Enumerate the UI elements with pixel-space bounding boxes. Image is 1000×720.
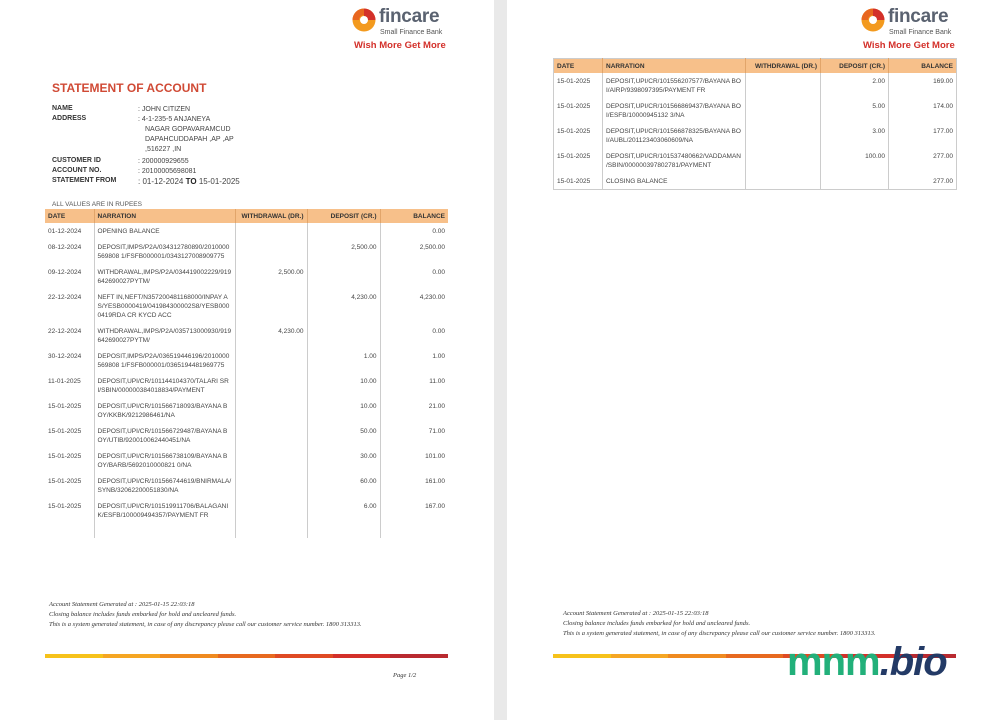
cell-date: 15-01-2025 bbox=[48, 503, 82, 510]
table-row bbox=[45, 398, 448, 423]
cell-date: 22-12-2024 bbox=[48, 328, 82, 335]
brand-subtitle: Small Finance Bank bbox=[889, 29, 952, 36]
customer-id-label: CUSTOMER ID bbox=[52, 157, 101, 164]
cell-deposit: 4,230.00 bbox=[307, 289, 380, 323]
generated-at: Account Statement Generated at : 2025-01-15 22:03:18 bbox=[563, 610, 709, 617]
address-line-4: ,516227 ,IN bbox=[145, 146, 182, 153]
system-note: This is a system generated statement, in case of any discrepancy please call our customer service number. 1800 313313. bbox=[563, 630, 876, 637]
cell-balance: 11.00 bbox=[380, 373, 448, 398]
table-row bbox=[554, 73, 957, 98]
transactions-table-continued bbox=[553, 58, 957, 190]
filler-cell bbox=[45, 523, 94, 538]
cell-balance: 71.00 bbox=[380, 423, 448, 448]
cell-narration: DEPOSIT,IMPS/P2A/034312780890/2010000569808 1/FSFB000001/0343127008909775 bbox=[94, 239, 235, 264]
account-no-label: ACCOUNT NO. bbox=[52, 167, 102, 174]
table-row bbox=[45, 264, 448, 289]
cell-withdrawal bbox=[746, 173, 821, 190]
cell-date: 22-12-2024 bbox=[48, 294, 82, 301]
cell-withdrawal bbox=[235, 348, 307, 373]
cell-narration: DEPOSIT,UPI/CR/101566718093/BAYANA BOY/KKBK/9212986461/NA bbox=[94, 398, 235, 423]
cell-balance: 277.00 bbox=[889, 173, 957, 190]
cell-narration: DEPOSIT,UPI/CR/101537480662/VADDAMAN /SBIN/000000397802781/PAYMENT bbox=[603, 148, 746, 173]
transactions-table bbox=[45, 209, 448, 538]
watermark bbox=[787, 640, 947, 685]
closing-note: Closing balance includes funds embarked for hold and uncleared funds. bbox=[49, 611, 237, 618]
narration-header: NARRATION bbox=[603, 59, 746, 74]
statement-page-2 bbox=[507, 0, 1000, 720]
cell-date: 15-01-2025 bbox=[557, 178, 591, 185]
statement-page-1 bbox=[0, 0, 494, 720]
cell-balance: 0.00 bbox=[380, 264, 448, 289]
table-row bbox=[554, 123, 957, 148]
system-note: This is a system generated statement, in case of any discrepancy please call our customer service number. 1800 313313. bbox=[49, 621, 362, 628]
cell-balance: 0.00 bbox=[380, 323, 448, 348]
cell-narration: CLOSING BALANCE bbox=[603, 173, 746, 190]
table-row bbox=[45, 448, 448, 473]
cell-narration: NEFT IN,NEFT/N357200481168000/INPAY AS/YESB0000419/041984300002S8/YESB0000419RDA CR KYCD ACC bbox=[94, 289, 235, 323]
cell-deposit: 6.00 bbox=[307, 498, 380, 523]
filler-cell bbox=[235, 523, 307, 538]
cell-withdrawal bbox=[235, 423, 307, 448]
cell-date: 15-01-2025 bbox=[557, 153, 591, 160]
cell-date: 15-01-2025 bbox=[557, 78, 591, 85]
cell-narration: DEPOSIT,UPI/CR/101566869437/BAYANA BOI/ESFB/10000945132 3/NA bbox=[603, 98, 746, 123]
cell-deposit: 100.00 bbox=[821, 148, 889, 173]
cell-balance: 21.00 bbox=[380, 398, 448, 423]
cell-balance: 167.00 bbox=[380, 498, 448, 523]
account-no-value: : 20100005698081 bbox=[138, 168, 197, 175]
cell-deposit bbox=[821, 173, 889, 190]
brand-tagline: Wish More Get More bbox=[863, 40, 955, 51]
fincare-logo-icon bbox=[352, 8, 376, 32]
period-prefix: : bbox=[138, 177, 143, 186]
cell-date: 15-01-2025 bbox=[48, 428, 82, 435]
cell-withdrawal bbox=[746, 123, 821, 148]
cell-withdrawal bbox=[746, 73, 821, 98]
cell-deposit bbox=[307, 264, 380, 289]
transactions-body-continued bbox=[554, 73, 957, 190]
cell-deposit: 2.00 bbox=[821, 73, 889, 98]
closing-note: Closing balance includes funds embarked for hold and uncleared funds. bbox=[563, 620, 751, 627]
withdrawal-header: WITHDRAWAL (DR.) bbox=[235, 209, 307, 223]
cell-date: 09-12-2024 bbox=[48, 269, 82, 276]
cell-balance: 174.00 bbox=[889, 98, 957, 123]
balance-header: BALANCE bbox=[380, 209, 448, 223]
cell-deposit: 50.00 bbox=[307, 423, 380, 448]
customer-id-value: : 200000929655 bbox=[138, 158, 189, 165]
address-line-1: : 4-1-235-5 ANJANEYA bbox=[138, 116, 211, 123]
cell-withdrawal bbox=[746, 98, 821, 123]
cell-balance: 0.00 bbox=[380, 223, 448, 239]
cell-date: 15-01-2025 bbox=[557, 128, 591, 135]
date-header: DATE bbox=[554, 59, 603, 74]
watermark-part-1: mnm bbox=[787, 640, 880, 684]
cell-date: 15-01-2025 bbox=[557, 103, 591, 110]
deposit-header: DEPOSIT (CR.) bbox=[821, 59, 889, 74]
cell-narration: DEPOSIT,UPI/CR/101566744619/BNIRMALA/SYNB/32062200051830/NA bbox=[94, 473, 235, 498]
brand-subtitle: Small Finance Bank bbox=[380, 29, 443, 36]
table-filler-row bbox=[45, 523, 448, 538]
cell-withdrawal bbox=[746, 148, 821, 173]
address-line-2: NAGAR GOPAVARAMCUD bbox=[145, 126, 231, 133]
table-row bbox=[554, 173, 957, 190]
balance-header: BALANCE bbox=[889, 59, 957, 74]
cell-withdrawal bbox=[235, 289, 307, 323]
table-row bbox=[554, 148, 957, 173]
table-row bbox=[45, 289, 448, 323]
cell-deposit: 3.00 bbox=[821, 123, 889, 148]
cell-withdrawal bbox=[235, 398, 307, 423]
cell-withdrawal bbox=[235, 223, 307, 239]
cell-narration: WITHDRAWAL,IMPS/P2A/035713000930/919642690027PYTM/ bbox=[94, 323, 235, 348]
statement-period bbox=[138, 177, 240, 187]
table-header-row bbox=[45, 209, 448, 223]
table-row bbox=[45, 323, 448, 348]
cell-balance: 101.00 bbox=[380, 448, 448, 473]
cell-balance: 161.00 bbox=[380, 473, 448, 498]
cell-deposit bbox=[307, 223, 380, 239]
to-date: 15-01-2025 bbox=[198, 177, 240, 186]
narration-header: NARRATION bbox=[94, 209, 235, 223]
cell-deposit: 1.00 bbox=[307, 348, 380, 373]
watermark-part-2: .bio bbox=[879, 640, 947, 684]
from-date: 01-12-2024 bbox=[142, 177, 184, 186]
table-row bbox=[45, 423, 448, 448]
cell-withdrawal bbox=[235, 498, 307, 523]
cell-date: 01-12-2024 bbox=[48, 228, 82, 235]
cell-narration: WITHDRAWAL,IMPS/P2A/034419002229/919642690027PYTM/ bbox=[94, 264, 235, 289]
name-value: : JOHN CITIZEN bbox=[138, 106, 191, 113]
table-header-row bbox=[554, 59, 957, 74]
table-row bbox=[45, 473, 448, 498]
brand-name: fincare bbox=[888, 6, 949, 27]
cell-deposit bbox=[307, 323, 380, 348]
page-number: Page 1/2 bbox=[393, 672, 417, 679]
table-row bbox=[45, 223, 448, 239]
cell-balance: 2,500.00 bbox=[380, 239, 448, 264]
withdrawal-header: WITHDRAWAL (DR.) bbox=[746, 59, 821, 74]
filler-cell bbox=[307, 523, 380, 538]
cell-balance: 4,230.00 bbox=[380, 289, 448, 323]
statement-from-label: STATEMENT FROM bbox=[52, 177, 117, 184]
cell-balance: 177.00 bbox=[889, 123, 957, 148]
address-label: ADDRESS bbox=[52, 115, 87, 122]
cell-deposit: 2,500.00 bbox=[307, 239, 380, 264]
cell-date: 15-01-2025 bbox=[48, 478, 82, 485]
statement-notes bbox=[49, 600, 362, 630]
address-line-3: DAPAHCUDDAPAH ,AP ,AP bbox=[145, 136, 234, 143]
cell-balance: 169.00 bbox=[889, 73, 957, 98]
cell-narration: DEPOSIT,UPI/CR/101566729487/BAYANA BOY/UTIB/920010062440451/NA bbox=[94, 423, 235, 448]
date-header: DATE bbox=[45, 209, 94, 223]
cell-withdrawal bbox=[235, 473, 307, 498]
cell-date: 15-01-2025 bbox=[48, 403, 82, 410]
table-row bbox=[45, 348, 448, 373]
filler-cell bbox=[380, 523, 448, 538]
cell-narration: DEPOSIT,IMPS/P2A/036519446196/2010000569808 1/FSFB000001/0365194481969775 bbox=[94, 348, 235, 373]
table-row bbox=[45, 373, 448, 398]
fincare-logo-icon bbox=[861, 8, 885, 32]
brand-name: fincare bbox=[379, 6, 440, 27]
cell-date: 30-12-2024 bbox=[48, 353, 82, 360]
cell-withdrawal: 4,230.00 bbox=[235, 323, 307, 348]
cell-date: 08-12-2024 bbox=[48, 244, 82, 251]
cell-narration: DEPOSIT,UPI/CR/101519911706/BALAGANI K/ESFB/100009494357/PAYMENT FR bbox=[94, 498, 235, 523]
generated-at: Account Statement Generated at : 2025-01-15 22:03:18 bbox=[49, 601, 195, 608]
cell-deposit: 10.00 bbox=[307, 398, 380, 423]
cell-withdrawal bbox=[235, 448, 307, 473]
cell-narration: DEPOSIT,UPI/CR/101556207577/BAYANA BOI/AIRP/9398097395/PAYMENT FR bbox=[603, 73, 746, 98]
cell-narration: OPENING BALANCE bbox=[94, 223, 235, 239]
filler-cell bbox=[94, 523, 235, 538]
cell-deposit: 5.00 bbox=[821, 98, 889, 123]
to-word: TO bbox=[185, 177, 197, 186]
statement-title: STATEMENT OF ACCOUNT bbox=[52, 81, 207, 95]
table-row bbox=[45, 498, 448, 523]
footer-stripe bbox=[45, 654, 448, 658]
name-label: NAME bbox=[52, 105, 73, 112]
table-row bbox=[554, 98, 957, 123]
cell-withdrawal bbox=[235, 239, 307, 264]
cell-narration: DEPOSIT,UPI/CR/101566738109/BAYANA BOY/BARB/5692010000821 0/NA bbox=[94, 448, 235, 473]
transactions-body bbox=[45, 223, 448, 538]
brand-tagline: Wish More Get More bbox=[354, 40, 446, 51]
cell-date: 15-01-2025 bbox=[48, 453, 82, 460]
statement-notes bbox=[563, 609, 876, 639]
deposit-header: DEPOSIT (CR.) bbox=[307, 209, 380, 223]
cell-withdrawal: 2,500.00 bbox=[235, 264, 307, 289]
cell-balance: 1.00 bbox=[380, 348, 448, 373]
currency-note: ALL VALUES ARE IN RUPEES bbox=[52, 201, 142, 208]
cell-date: 11-01-2025 bbox=[48, 378, 81, 385]
cell-deposit: 30.00 bbox=[307, 448, 380, 473]
cell-narration: DEPOSIT,UPI/CR/101144104370/TALARI SRI/SBIN/000000384018834/PAYMENT bbox=[94, 373, 235, 398]
cell-deposit: 60.00 bbox=[307, 473, 380, 498]
cell-balance: 277.00 bbox=[889, 148, 957, 173]
table-row bbox=[45, 239, 448, 264]
cell-deposit: 10.00 bbox=[307, 373, 380, 398]
cell-withdrawal bbox=[235, 373, 307, 398]
cell-narration: DEPOSIT,UPI/CR/101566878325/BAYANA BOI/AUBL/201123403060609/NA bbox=[603, 123, 746, 148]
